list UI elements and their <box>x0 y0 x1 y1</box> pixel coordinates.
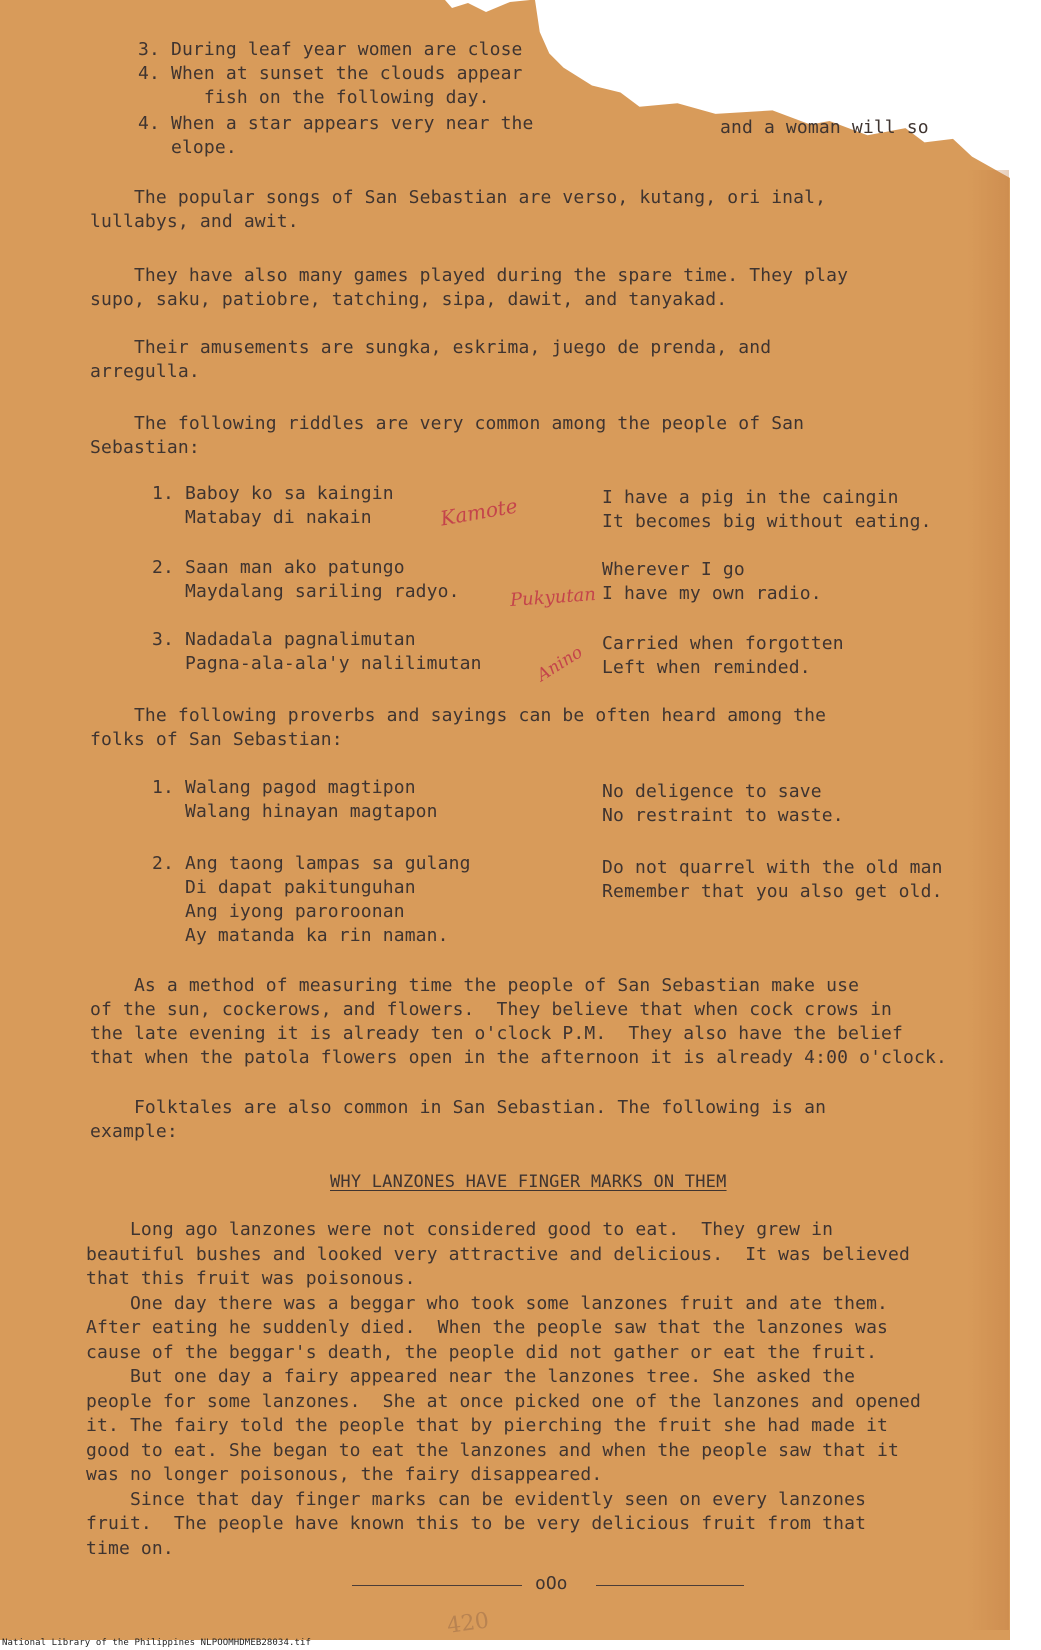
riddle-tagalog: 2. Saan man ako patungo Maydalang sariling radyo. <box>152 557 460 602</box>
page-number: 420 <box>445 1608 491 1639</box>
handwritten-answer: Pukyutan <box>509 584 597 611</box>
list-item: elope. <box>138 137 237 158</box>
handwritten-answer: Kamote <box>438 493 520 531</box>
proverb-english: Do not quarrel with the old man Remember that you also get old. <box>602 857 943 902</box>
proverb-tagalog: 1. Walang pagod magtipon Walang hinayan magtapon <box>152 777 438 822</box>
riddle-tagalog: 3. Nadadala pagnalimutan Pagna-ala-ala'y nalilimutan <box>152 629 482 674</box>
paragraph-amusements: Their amusements are sungka, eskrima, juego de prenda, and arregulla. <box>90 337 772 382</box>
list-item: 3. During leaf year women are close <box>138 39 523 60</box>
riddle-english: Carried when forgotten Left when reminded. <box>602 633 844 678</box>
end-mark: oOo <box>535 1573 568 1594</box>
list-item: 4. When a star appears very near the <box>138 113 534 134</box>
archive-footer: National Library of the Philippines NLPOOMHDMEB28034.tif <box>2 1638 312 1648</box>
list-item: 4. When at sunset the clouds appear <box>138 63 523 84</box>
paragraph-riddles-intro: The following riddles are very common among the people of San Sebastian: <box>90 413 805 458</box>
riddle-tagalog: 1. Baboy ko sa kaingin Matabay di nakain <box>152 483 394 528</box>
riddle-english: I have a pig in the caingin It becomes big without eating. <box>602 487 932 532</box>
torn-fragment-text: and a woman will so <box>720 117 929 138</box>
paragraph-folktales-intro: Folktales are also common in San Sebastian. The following is an example: <box>90 1097 827 1142</box>
folktale-body: Long ago lanzones were not considered good to eat. They grew in beautiful bushes and looked very attractive and delicious. It was believed that this fruit was poisonous. One day there was a beggar who took some lanzones fruit and ate them. After eating he suddenly died. When the people saw that the lanzones was cause of the beggar's death, the people did not gather or eat the fruit. But one day a fairy appeared near the lanzones tree. She asked the people for some lanzones. She at once picked one of the lanzones and opened it. The fairy told the people that by pierching the fruit she had made it good to eat. She began to eat the lanzones and when the people saw that it was no longer poisonous, the fairy disappeared. Since that day finger marks can be evidently seen on every lanzones fruit. The people have known this to be very delicious fruit from that time on. <box>86 1219 922 1559</box>
divider-line <box>352 1585 522 1586</box>
paragraph-proverbs-intro: The following proverbs and sayings can be often heard among the folks of San Sebastian: <box>90 705 827 750</box>
divider-line <box>596 1585 744 1586</box>
paragraph-measuring-time: As a method of measuring time the people of San Sebastian make use of the sun, cockerows, and flowers. They believe that when cock crows in the late evening it is already ten o'clock P.M. They also have the belief that when the patola flowers open in the afternoon it is already 4:00 o'clock. <box>90 975 947 1068</box>
proverb-english: No deligence to save No restraint to waste. <box>602 781 844 826</box>
proverb-tagalog: 2. Ang taong lampas sa gulang Di dapat pakitunguhan Ang iyong paroroonan Ay matanda ka rin naman. <box>152 853 471 946</box>
list-item: fish on the following day. <box>138 87 490 108</box>
riddle-english: Wherever I go I have my own radio. <box>602 559 822 604</box>
folktale-title: WHY LANZONES HAVE FINGER MARKS ON THEM <box>330 1172 727 1192</box>
paragraph-games: They have also many games played during the spare time. They play supo, saku, patiobre, tatching, sipa, dawit, and tanyakad. <box>90 265 849 310</box>
paragraph-songs: The popular songs of San Sebastian are verso, kutang, ori inal, lullabys, and awit. <box>90 187 827 232</box>
handwritten-answer: Anino <box>533 642 587 686</box>
